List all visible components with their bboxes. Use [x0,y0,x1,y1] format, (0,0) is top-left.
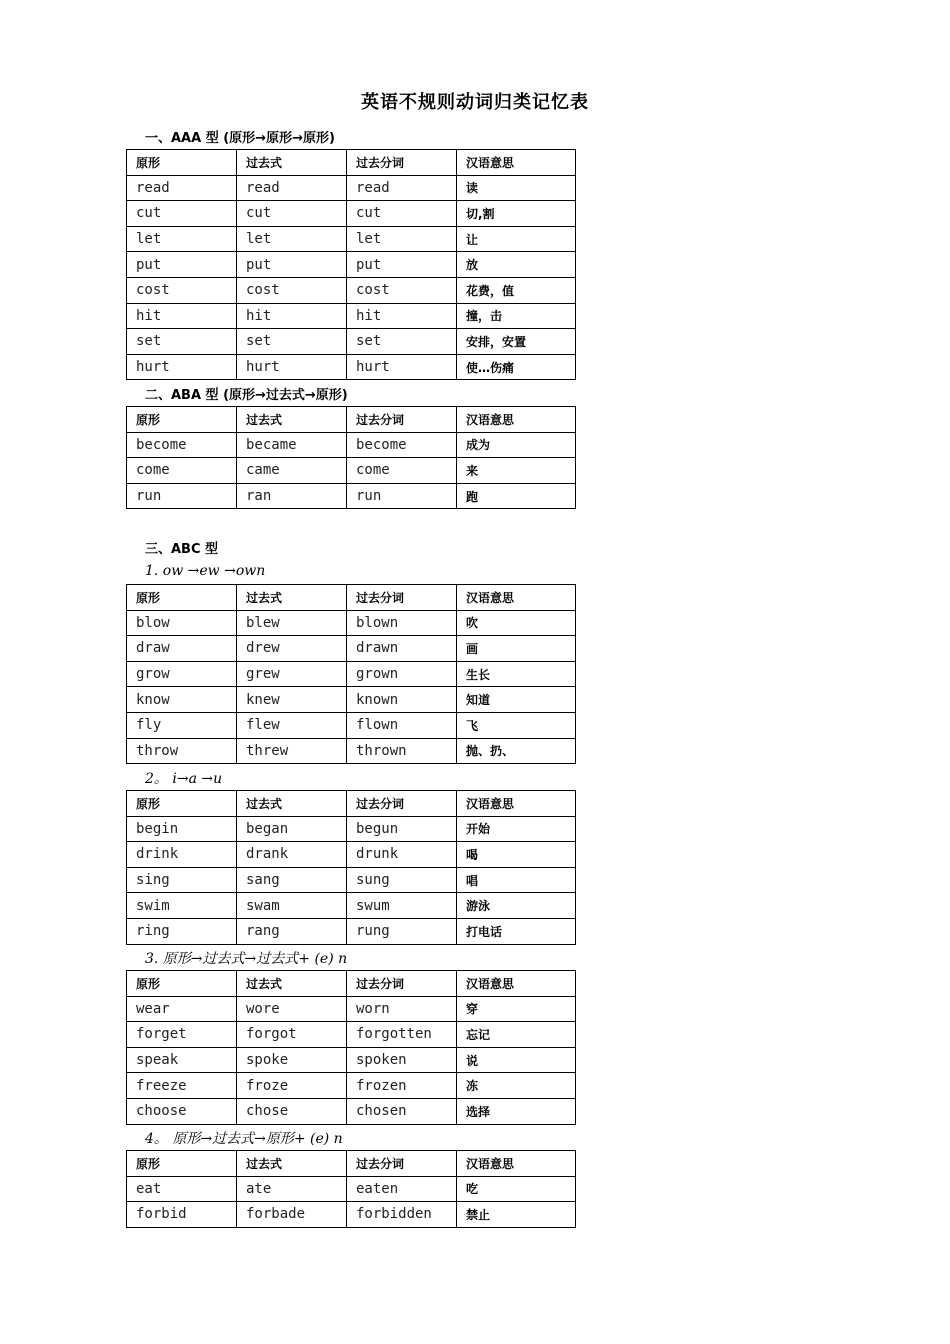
table-row [127,996,576,1022]
cell-base-form: freeze [127,1073,237,1099]
cell-base-form: run [127,483,237,509]
subsection-heading: 3. 原形→过去式→过去式+ (e) n [145,951,348,967]
header-base-form: 原形 [127,407,237,433]
cell-base-form: grow [127,661,237,687]
cell-base-form: choose [127,1098,237,1124]
header-past-tense: 过去式 [237,585,347,611]
cell-meaning: 飞 [457,712,576,738]
cell-meaning: 打电话 [457,918,576,944]
cell-past-tense: grew [237,661,347,687]
cell-past-participle: run [347,483,457,509]
table-row [127,329,576,355]
cell-past-tense: threw [237,738,347,764]
table-row [127,226,576,252]
cell-meaning: 成为 [457,432,576,458]
cell-past-tense: came [237,458,347,484]
cell-meaning: 花费，值 [457,277,576,303]
section-heading-aaa: 一、AAA 型 (原形→原形→原形) [145,131,335,146]
cell-past-participle: worn [347,996,457,1022]
table-row [127,252,576,278]
table-header-row [127,971,576,997]
verb-table [126,406,576,509]
cell-past-tense: ran [237,483,347,509]
table-row [127,893,576,919]
cell-past-participle: known [347,687,457,713]
cell-past-tense: spoke [237,1047,347,1073]
cell-base-form: forget [127,1022,237,1048]
section-heading-abc: 三、ABC 型 [145,542,219,557]
cell-meaning: 读 [457,175,576,201]
header-past-tense: 过去式 [237,407,347,433]
cell-past-tense: flew [237,712,347,738]
cell-past-participle: blown [347,610,457,636]
cell-past-participle: sung [347,867,457,893]
cell-past-participle: let [347,226,457,252]
cell-past-participle: hurt [347,354,457,380]
header-meaning: 汉语意思 [457,585,576,611]
verb-table [126,790,576,945]
header-past-participle: 过去分词 [347,407,457,433]
cell-past-participle: drawn [347,636,457,662]
cell-meaning: 吹 [457,610,576,636]
subsection-heading: 4。 原形→过去式→原形+ (e) n [145,1131,343,1147]
cell-past-tense: cost [237,277,347,303]
cell-meaning: 生长 [457,661,576,687]
cell-base-form: blow [127,610,237,636]
table-row [127,1202,576,1228]
verb-table [126,1150,576,1228]
cell-past-participle: swum [347,893,457,919]
header-past-participle: 过去分词 [347,791,457,817]
header-past-participle: 过去分词 [347,1151,457,1177]
cell-past-participle: grown [347,661,457,687]
table-row [127,636,576,662]
cell-past-participle: cost [347,277,457,303]
cell-base-form: throw [127,738,237,764]
cell-past-participle: rung [347,918,457,944]
cell-meaning: 选择 [457,1098,576,1124]
cell-past-tense: rang [237,918,347,944]
table-row [127,918,576,944]
table-row [127,303,576,329]
cell-base-form: drink [127,842,237,868]
cell-past-tense: blew [237,610,347,636]
cell-past-participle: eaten [347,1176,457,1202]
header-past-tense: 过去式 [237,1151,347,1177]
table-row [127,458,576,484]
cell-meaning: 游泳 [457,893,576,919]
table-header-row [127,1151,576,1177]
cell-base-form: put [127,252,237,278]
cell-base-form: cost [127,277,237,303]
cell-meaning: 让 [457,226,576,252]
cell-past-tense: chose [237,1098,347,1124]
verb-table [126,584,576,764]
cell-base-form: set [127,329,237,355]
table-row [127,816,576,842]
header-base-form: 原形 [127,971,237,997]
cell-past-participle: become [347,432,457,458]
cell-meaning: 撞，击 [457,303,576,329]
cell-meaning: 喝 [457,842,576,868]
cell-meaning: 说 [457,1047,576,1073]
table-row [127,661,576,687]
cell-past-participle: forgotten [347,1022,457,1048]
cell-meaning: 穿 [457,996,576,1022]
cell-past-tense: put [237,252,347,278]
header-past-tense: 过去式 [237,971,347,997]
cell-past-tense: knew [237,687,347,713]
cell-past-tense: cut [237,201,347,227]
header-base-form: 原形 [127,1151,237,1177]
cell-base-form: sing [127,867,237,893]
cell-meaning: 切,割 [457,201,576,227]
cell-past-participle: spoken [347,1047,457,1073]
header-meaning: 汉语意思 [457,1151,576,1177]
cell-past-tense: ate [237,1176,347,1202]
cell-past-participle: begun [347,816,457,842]
header-meaning: 汉语意思 [457,150,576,176]
verb-table [126,149,576,380]
cell-past-tense: drank [237,842,347,868]
table-row [127,1022,576,1048]
cell-meaning: 来 [457,458,576,484]
cell-base-form: come [127,458,237,484]
cell-past-participle: put [347,252,457,278]
cell-past-tense: drew [237,636,347,662]
cell-past-participle: cut [347,201,457,227]
cell-past-tense: began [237,816,347,842]
cell-base-form: become [127,432,237,458]
cell-past-tense: forgot [237,1022,347,1048]
cell-base-form: cut [127,201,237,227]
cell-past-tense: froze [237,1073,347,1099]
table-row [127,610,576,636]
header-past-tense: 过去式 [237,791,347,817]
cell-base-form: speak [127,1047,237,1073]
cell-past-tense: hit [237,303,347,329]
cell-past-participle: flown [347,712,457,738]
cell-past-tense: swam [237,893,347,919]
header-base-form: 原形 [127,150,237,176]
cell-base-form: fly [127,712,237,738]
table-row [127,432,576,458]
cell-meaning: 放 [457,252,576,278]
table-row [127,687,576,713]
cell-meaning: 吃 [457,1176,576,1202]
cell-past-tense: sang [237,867,347,893]
table-row [127,354,576,380]
cell-base-form: forbid [127,1202,237,1228]
header-past-participle: 过去分词 [347,971,457,997]
cell-past-tense: became [237,432,347,458]
cell-past-participle: forbidden [347,1202,457,1228]
cell-meaning: 安排，安置 [457,329,576,355]
cell-meaning: 抛、扔、 [457,738,576,764]
cell-meaning: 唱 [457,867,576,893]
header-past-tense: 过去式 [237,150,347,176]
table-row [127,1073,576,1099]
verb-table [126,970,576,1125]
cell-base-form: eat [127,1176,237,1202]
cell-past-participle: hit [347,303,457,329]
header-meaning: 汉语意思 [457,971,576,997]
cell-meaning: 禁止 [457,1202,576,1228]
table-row [127,867,576,893]
table-header-row [127,150,576,176]
cell-base-form: draw [127,636,237,662]
cell-base-form: hit [127,303,237,329]
cell-past-participle: chosen [347,1098,457,1124]
table-header-row [127,585,576,611]
cell-meaning: 跑 [457,483,576,509]
cell-base-form: ring [127,918,237,944]
header-past-participle: 过去分词 [347,585,457,611]
cell-meaning: 开始 [457,816,576,842]
section-heading-aba: 二、ABA 型 (原形→过去式→原形) [145,388,348,403]
table-row [127,1098,576,1124]
table-row [127,483,576,509]
header-past-participle: 过去分词 [347,150,457,176]
table-row [127,738,576,764]
cell-base-form: begin [127,816,237,842]
cell-past-tense: let [237,226,347,252]
header-meaning: 汉语意思 [457,407,576,433]
cell-base-form: let [127,226,237,252]
table-header-row [127,407,576,433]
table-row [127,1176,576,1202]
cell-meaning: 画 [457,636,576,662]
cell-base-form: wear [127,996,237,1022]
cell-base-form: hurt [127,354,237,380]
cell-past-tense: hurt [237,354,347,380]
cell-meaning: 知道 [457,687,576,713]
cell-base-form: know [127,687,237,713]
table-row [127,1047,576,1073]
cell-meaning: 冻 [457,1073,576,1099]
cell-past-participle: frozen [347,1073,457,1099]
cell-past-tense: set [237,329,347,355]
subsection-heading: 2。 i→a →u [145,771,223,787]
header-meaning: 汉语意思 [457,791,576,817]
cell-base-form: read [127,175,237,201]
header-base-form: 原形 [127,585,237,611]
table-row [127,175,576,201]
header-base-form: 原形 [127,791,237,817]
table-row [127,201,576,227]
table-row [127,277,576,303]
table-header-row [127,791,576,817]
cell-past-participle: come [347,458,457,484]
cell-meaning: 忘记 [457,1022,576,1048]
cell-past-participle: set [347,329,457,355]
table-row [127,842,576,868]
cell-past-tense: wore [237,996,347,1022]
cell-past-participle: read [347,175,457,201]
cell-meaning: 使…伤痛 [457,354,576,380]
page-title: 英语不规则动词归类记忆表 [361,92,589,113]
table-row [127,712,576,738]
cell-past-tense: forbade [237,1202,347,1228]
cell-past-participle: drunk [347,842,457,868]
subsection-heading: 1. ow →ew →own [145,563,266,579]
cell-past-tense: read [237,175,347,201]
cell-base-form: swim [127,893,237,919]
cell-past-participle: thrown [347,738,457,764]
